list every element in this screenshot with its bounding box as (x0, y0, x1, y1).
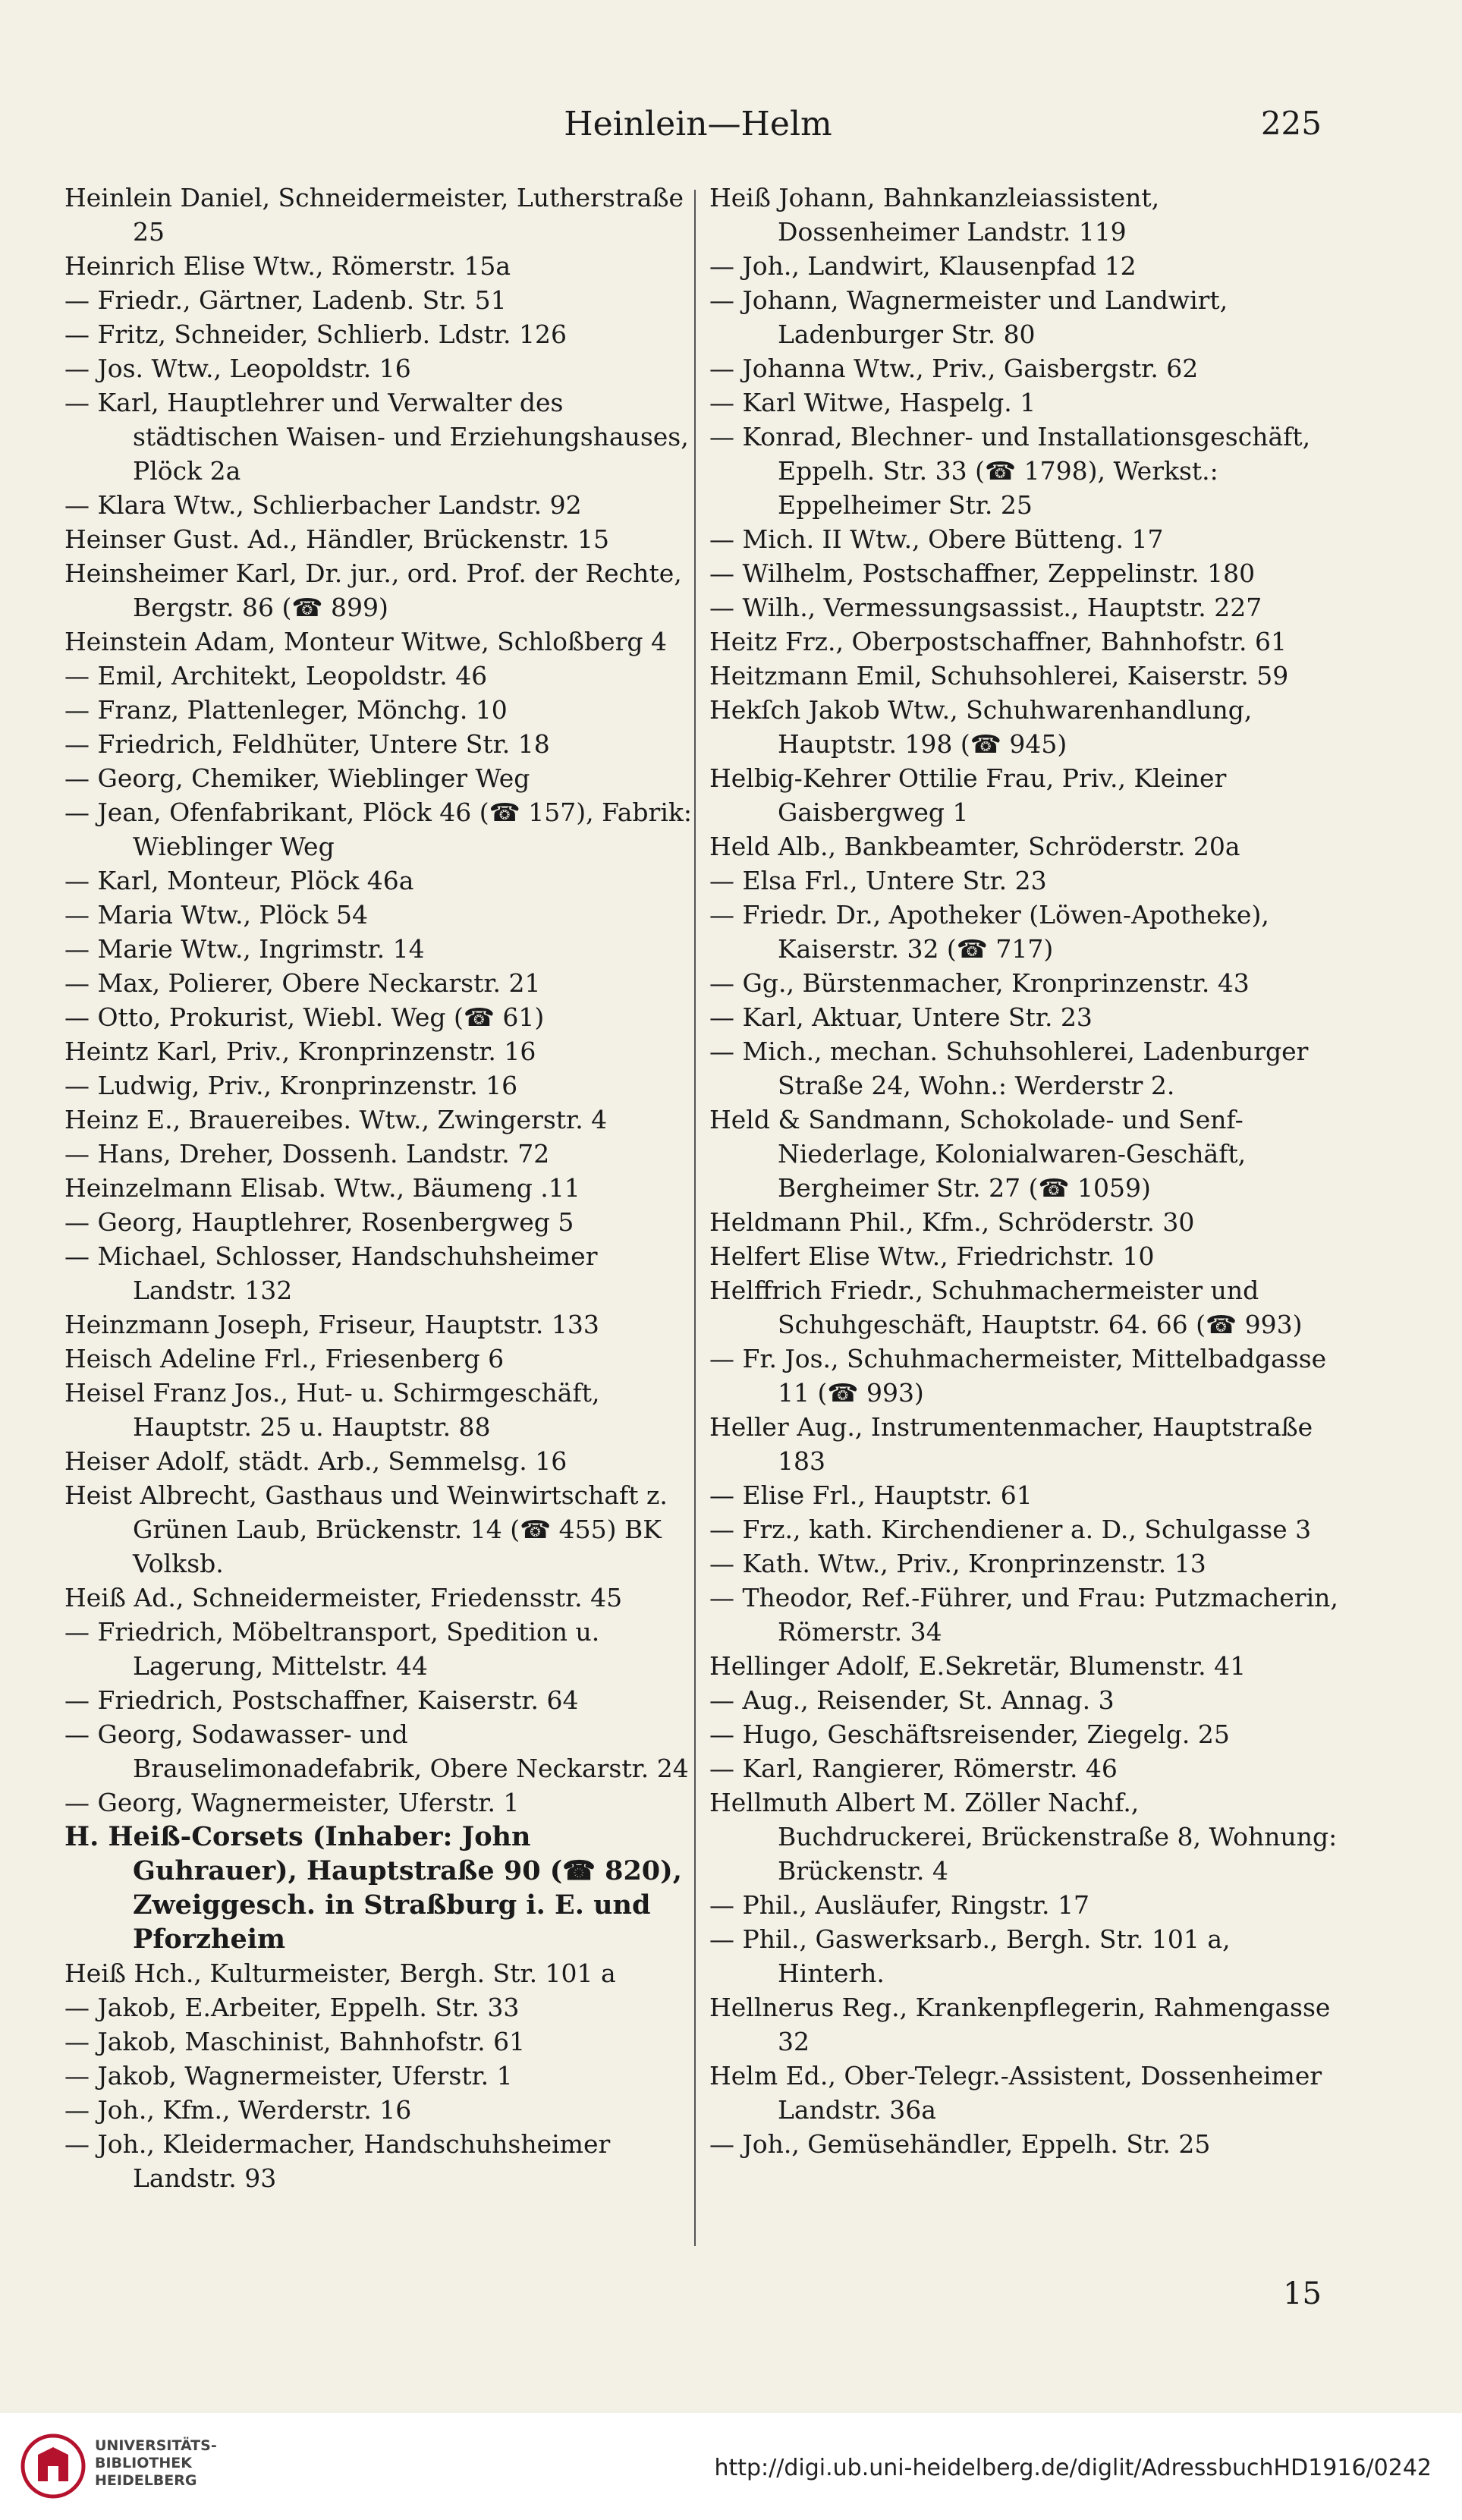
directory-entry: Heinzelmann Elisab. Wtw., Bäumeng .11 (64, 1173, 580, 1203)
right-column (709, 181, 1339, 2161)
directory-entry: Held Alb., Bankbeamter, Schröderstr. 20a (709, 832, 1240, 861)
column-divider (694, 190, 696, 2246)
digitization-footer (0, 2413, 1462, 2520)
directory-entry: — Joh., Kfm., Werderstr. 16 (64, 2095, 412, 2125)
directory-entry: — Karl, Monteur, Plöck 46a (64, 866, 414, 895)
directory-entry: Heinzmann Joseph, Friseur, Hauptstr. 133 (64, 1310, 599, 1339)
page-number: 225 (1260, 105, 1322, 142)
directory-entry: — Hans, Dreher, Dossenh. Landstr. 72 (64, 1139, 550, 1169)
directory-entry: Heiser Adolf, städt. Arb., Semmelsg. 16 (64, 1446, 568, 1476)
running-title: Heinlein—Helm (564, 105, 832, 143)
directory-entry: — Jakob, E.Arbeiter, Eppelh. Str. 33 (64, 1993, 520, 2022)
directory-entry: — Konrad, Blechner- und Installationsgeschäft, Eppelh. Str. 33 (☎ 1798), Werkst.: Eppelheimer Str. 25 (709, 422, 1311, 520)
directory-entry: — Friedrich, Feldhüter, Untere Str. 18 (64, 729, 550, 759)
directory-entry: — Johann, Wagnermeister und Landwirt, Ladenburger Str. 80 (709, 285, 1228, 349)
directory-entry: — Friedrich, Postschaffner, Kaiserstr. 64 (64, 1685, 579, 1715)
directory-entry: — Ludwig, Priv., Kronprinzenstr. 16 (64, 1071, 518, 1100)
directory-entry: — Klara Wtw., Schlierbacher Landstr. 92 (64, 490, 582, 520)
directory-entry: — Karl, Rangierer, Römerstr. 46 (709, 1754, 1118, 1783)
directory-entry: — Mich. II Wtw., Obere Bütteng. 17 (709, 524, 1164, 554)
directory-entry: Heinrich Elise Wtw., Römerstr. 15a (64, 251, 511, 281)
directory-entry: — Phil., Gaswerksarb., Bergh. Str. 101 a, Hinterh. (709, 1924, 1231, 1988)
directory-entry: Heiß Hch., Kulturmeister, Bergh. Str. 101 a (64, 1958, 616, 1988)
directory-entry: Heitzmann Emil, Schuhsohlerei, Kaiserstr. 59 (709, 661, 1289, 691)
directory-entry: Heitz Frz., Oberpostschaffner, Bahnhofstr. 61 (709, 627, 1287, 656)
directory-entry: — Georg, Hauptlehrer, Rosenbergweg 5 (64, 1207, 574, 1237)
directory-entry: — Georg, Sodawasser- und Brauselimonadefabrik, Obere Neckarstr. 24 (64, 1719, 689, 1783)
page-header (0, 97, 1462, 158)
directory-entry: Heinsheimer Karl, Dr. jur., ord. Prof. der Rechte, Bergstr. 86 (☎ 899) (64, 558, 682, 622)
directory-entry: — Elsa Frl., Untere Str. 23 (709, 866, 1047, 895)
directory-entry: — Kath. Wtw., Priv., Kronprinzenstr. 13 (709, 1549, 1206, 1578)
directory-entry: Heinser Gust. Ad., Händler, Brückenstr. 15 (64, 524, 609, 554)
directory-entry: — Elise Frl., Hauptstr. 61 (709, 1480, 1033, 1510)
directory-entry: Heiß Ad., Schneidermeister, Friedensstr. 45 (64, 1583, 623, 1612)
directory-entry: Helffrich Friedr., Schuhmachermeister und Schuhgeschäft, Hauptstr. 64. 66 (☎ 993) (709, 1276, 1303, 1339)
directory-entry: — Maria Wtw., Plöck 54 (64, 900, 369, 930)
directory-entry: Helfert Elise Wtw., Friedrichstr. 10 (709, 1241, 1155, 1271)
directory-entry: — Emil, Architekt, Leopoldstr. 46 (64, 661, 488, 691)
directory-entry: Heinstein Adam, Monteur Witwe, Schloßberg 4 (64, 627, 668, 656)
directory-entry: Held & Sandmann, Schokolade- und Senf-Niederlage, Kolonialwaren-Geschäft, Bergheimer Str. 27 (☎ 1059) (709, 1105, 1247, 1203)
directory-entry: — Jakob, Maschinist, Bahnhofstr. 61 (64, 2027, 526, 2056)
directory-entry: — Friedrich, Möbeltransport, Spedition u. Lagerung, Mittelstr. 44 (64, 1617, 600, 1681)
directory-entry: — Joh., Landwirt, Klausenpfad 12 (709, 251, 1137, 281)
directory-entry: — Mich., mechan. Schuhsohlerei, Ladenburger Straße 24, Wohn.: Werderstr 2. (709, 1037, 1309, 1100)
directory-entry: — Wilhelm, Postschaffner, Zeppelinstr. 180 (709, 558, 1256, 588)
directory-entry: Helm Ed., Ober-Telegr.-Assistent, Dossenheimer Landstr. 36a (709, 2061, 1322, 2125)
directory-entry: Heldmann Phil., Kfm., Schröderstr. 30 (709, 1207, 1195, 1237)
directory-entry: — Theodor, Ref.-Führer, und Frau: Putzmacherin, Römerstr. 34 (709, 1583, 1338, 1647)
directory-entry: Helbig-Kehrer Ottilie Frau, Priv., Kleiner Gaisbergweg 1 (709, 763, 1227, 827)
directory-entry: Hellnerus Reg., Krankenpflegerin, Rahmengasse 32 (709, 1993, 1331, 2056)
directory-entry: — Karl Witwe, Haspelg. 1 (709, 388, 1036, 417)
directory-entry: Heiß Johann, Bahnkanzleiassistent, Dossenheimer Landstr. 119 (709, 183, 1160, 247)
source-url-link[interactable]: http://digi.ub.uni-heidelberg.de/diglit/AdressbuchHD1916/0242 (714, 2455, 1432, 2481)
directory-entry: — Friedr., Gärtner, Ladenb. Str. 51 (64, 285, 507, 315)
directory-entry: — Franz, Plattenleger, Mönchg. 10 (64, 695, 508, 725)
directory-entry: Hellinger Adolf, E.Sekretär, Blumenstr. 41 (709, 1651, 1247, 1681)
library-logo[interactable] (19, 2428, 217, 2512)
directory-entry: — Wilh., Vermessungsassist., Hauptstr. 227 (709, 593, 1262, 622)
directory-entry: — Karl, Hauptlehrer und Verwalter des städtischen Waisen- und Erziehungshauses, Plöck 2a (64, 388, 689, 486)
directory-entry: — Michael, Schlosser, Handschuhsheimer Landstr. 132 (64, 1241, 598, 1305)
directory-entry: — Johanna Wtw., Priv., Gaisbergstr. 62 (709, 354, 1199, 383)
directory-entry: — Marie Wtw., Ingrimstr. 14 (64, 934, 425, 964)
directory-entry: Hekſch Jakob Wtw., Schuhwarenhandlung, Hauptstr. 198 (☎ 945) (709, 695, 1253, 759)
library-name: UNIVERSITÄTS- BIBLIOTHEK HEIDELBERG (95, 2437, 217, 2489)
signature-number: 15 (1283, 2276, 1322, 2311)
directory-entry: — Karl, Aktuar, Untere Str. 23 (709, 1002, 1093, 1032)
directory-entry: Heinlein Daniel, Schneidermeister, Lutherstraße 25 (64, 183, 684, 247)
directory-entry: Heisch Adeline Frl., Friesenberg 6 (64, 1344, 505, 1373)
directory-entry: — Max, Polierer, Obere Neckarstr. 21 (64, 968, 541, 998)
directory-entry: — Jakob, Wagnermeister, Uferstr. 1 (64, 2061, 513, 2091)
directory-entry: Heintz Karl, Priv., Kronprinzenstr. 16 (64, 1037, 536, 1066)
directory-entry: Heinz E., Brauereibes. Wtw., Zwingerstr. 4 (64, 1105, 608, 1134)
library-seal-icon (19, 2428, 87, 2504)
directory-entry: — Aug., Reisender, St. Annag. 3 (709, 1685, 1115, 1715)
directory-entry: Heist Albrecht, Gasthaus und Weinwirtschaft z. Grünen Laub, Brückenstr. 14 (☎ 455) BK Volksb. (64, 1480, 668, 1578)
directory-entry: — Hugo, Geschäftsreisender, Ziegelg. 25 (709, 1719, 1230, 1749)
left-column (64, 181, 694, 2195)
directory-entry: — Jos. Wtw., Leopoldstr. 16 (64, 354, 411, 383)
directory-entry: Heller Aug., Instrumentenmacher, Hauptstraße 183 (709, 1412, 1313, 1476)
directory-entry: — Frz., kath. Kirchendiener a. D., Schulgasse 3 (709, 1515, 1312, 1544)
directory-entry: Hellmuth Albert M. Zöller Nachf., Buchdruckerei, Brückenstraße 8, Wohnung: Brückenstr. 4 (709, 1788, 1338, 1886)
directory-entry: — Friedr. Dr., Apotheker (Löwen-Apotheke), Kaiserstr. 32 (☎ 717) (709, 900, 1269, 964)
directory-entry: H. Heiß-Corsets (Inhaber: John Guhrauer), Hauptstraße 90 (☎ 820), Zweiggesch. in Straßburg i. E. und Pforzheim (64, 1821, 682, 1955)
directory-entry: Heisel Franz Jos., Hut- u. Schirmgeschäft, Hauptstr. 25 u. Hauptstr. 88 (64, 1378, 600, 1442)
directory-entry: — Otto, Prokurist, Wiebl. Weg (☎ 61) (64, 1002, 545, 1032)
directory-entry: — Georg, Chemiker, Wieblinger Weg (64, 763, 530, 793)
directory-entry: — Georg, Wagnermeister, Uferstr. 1 (64, 1788, 520, 1817)
directory-entry: — Joh., Gemüsehändler, Eppelh. Str. 25 (709, 2129, 1211, 2159)
directory-entry: — Fr. Jos., Schuhmachermeister, Mittelbadgasse 11 (☎ 993) (709, 1344, 1327, 1408)
directory-entry: — Joh., Kleidermacher, Handschuhsheimer Landstr. 93 (64, 2129, 611, 2193)
directory-entry: — Gg., Bürstenmacher, Kronprinzenstr. 43 (709, 968, 1250, 998)
directory-entry: — Phil., Ausläufer, Ringstr. 17 (709, 1890, 1089, 1920)
directory-entry: — Jean, Ofenfabrikant, Plöck 46 (☎ 157), Fabrik: Wieblinger Weg (64, 798, 692, 861)
directory-entry: — Fritz, Schneider, Schlierb. Ldstr. 126 (64, 319, 568, 349)
